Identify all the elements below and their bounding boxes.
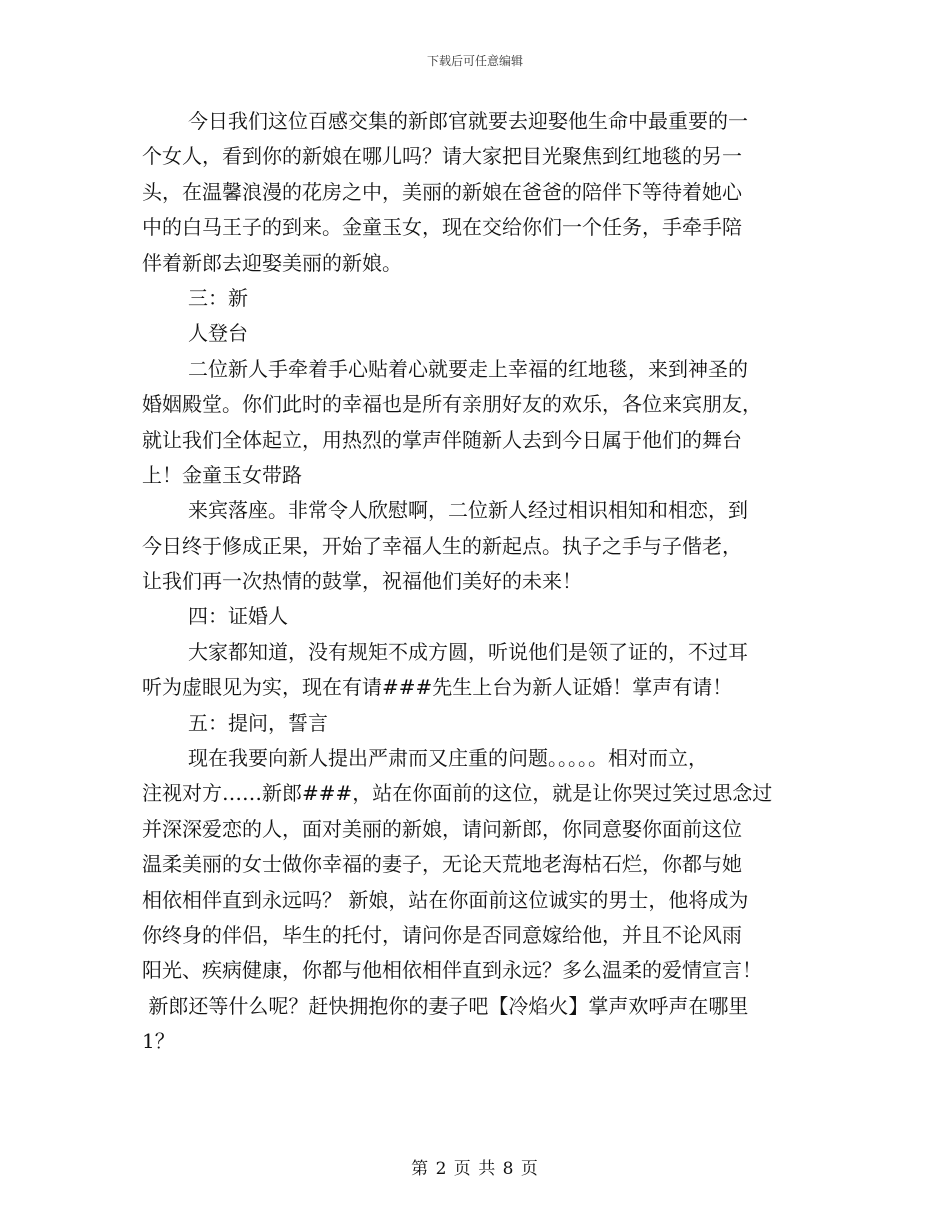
paragraph-line: 今日我们这位百感交集的新郎官就要去迎娶他生命中最重要的一 <box>188 109 748 133</box>
section-heading: 人登台 <box>188 321 248 346</box>
page-header: 下载后可任意编辑 <box>426 54 523 68</box>
document-body <box>142 104 814 1060</box>
paragraph-line: 并深深爱恋的人，面对美丽的新娘，请问新郎，你同意娶你面前这位 <box>142 816 742 841</box>
paragraph-line: 上！金童玉女带路 <box>142 462 302 487</box>
paragraph-line: 阳光、疾病健康，你都与他相依相伴直到永远？多么温柔的爱情宣言！ <box>142 958 762 983</box>
paragraph-line: 注视对方……新郎###，站在你面前的这位，就是让你哭过笑过思念过 <box>142 781 773 806</box>
paragraph-line: 今日终于修成正果，开始了幸福人生的新起点。执子之手与子偕老， <box>142 533 742 558</box>
section-heading: 四：证婚人 <box>188 604 288 629</box>
paragraph-line: 新郎还等什么呢？赶快拥抱你的妻子吧【冷焰火】掌声欢呼声在哪里 <box>142 993 749 1018</box>
paragraph-line: 头，在温馨浪漫的花房之中，美丽的新娘在爸爸的陪伴下等待着她心 <box>142 179 742 204</box>
paragraph-line: 大家都知道，没有规矩不成方圆，听说他们是领了证的，不过耳 <box>188 639 748 664</box>
paragraph-line: 听为虚眼见为实，现在有请###先生上台为新人证婚！掌声有请！ <box>142 675 733 700</box>
section-heading: 三：新 <box>188 285 248 310</box>
paragraph-line: 个女人，看到你的新娘在哪儿吗？请大家把目光聚焦到红地毯的另一 <box>142 144 742 169</box>
paragraph-line: 现在我要向新人提出严肃而又庄重的问题。。。。。相对而立， <box>188 746 708 771</box>
paragraph-line: 伴着新郎去迎娶美丽的新娘。 <box>142 250 402 275</box>
paragraph-line: 中的白马王子的到来。金童玉女，现在交给你们一个任务，手牵手陪 <box>142 215 742 240</box>
paragraph-line: 相依相伴直到永远吗？ 新娘，站在你面前这位诚实的男士，他将成为 <box>142 887 749 912</box>
page-number-footer: 第 2 页 共 8 页 <box>411 1159 539 1179</box>
paragraph-line: 婚姻殿堂。你们此时的幸福也是所有亲朋好友的欢乐，各位来宾朋友， <box>142 392 762 417</box>
paragraph-line: 就让我们全体起立，用热烈的掌声伴随新人去到今日属于他们的舞台 <box>142 427 742 452</box>
paragraph-line: 你终身的伴侣，毕生的托付，请问你是否同意嫁给他，并且不论风雨 <box>142 922 742 947</box>
section-heading: 五：提问，誓言 <box>188 710 328 735</box>
paragraph-line: 来宾落座。非常令人欣慰啊，二位新人经过相识相知和相恋，到 <box>188 498 748 523</box>
paragraph-line: 1？ <box>142 1029 175 1054</box>
paragraph-line: 温柔美丽的女士做你幸福的妻子，无论天荒地老海枯石烂，你都与她 <box>142 852 742 877</box>
paragraph-line: 让我们再一次热情的鼓掌，祝福他们美好的未来！ <box>142 569 582 594</box>
paragraph-line: 二位新人手牵着手心贴着心就要走上幸福的红地毯，来到神圣的 <box>188 356 748 381</box>
